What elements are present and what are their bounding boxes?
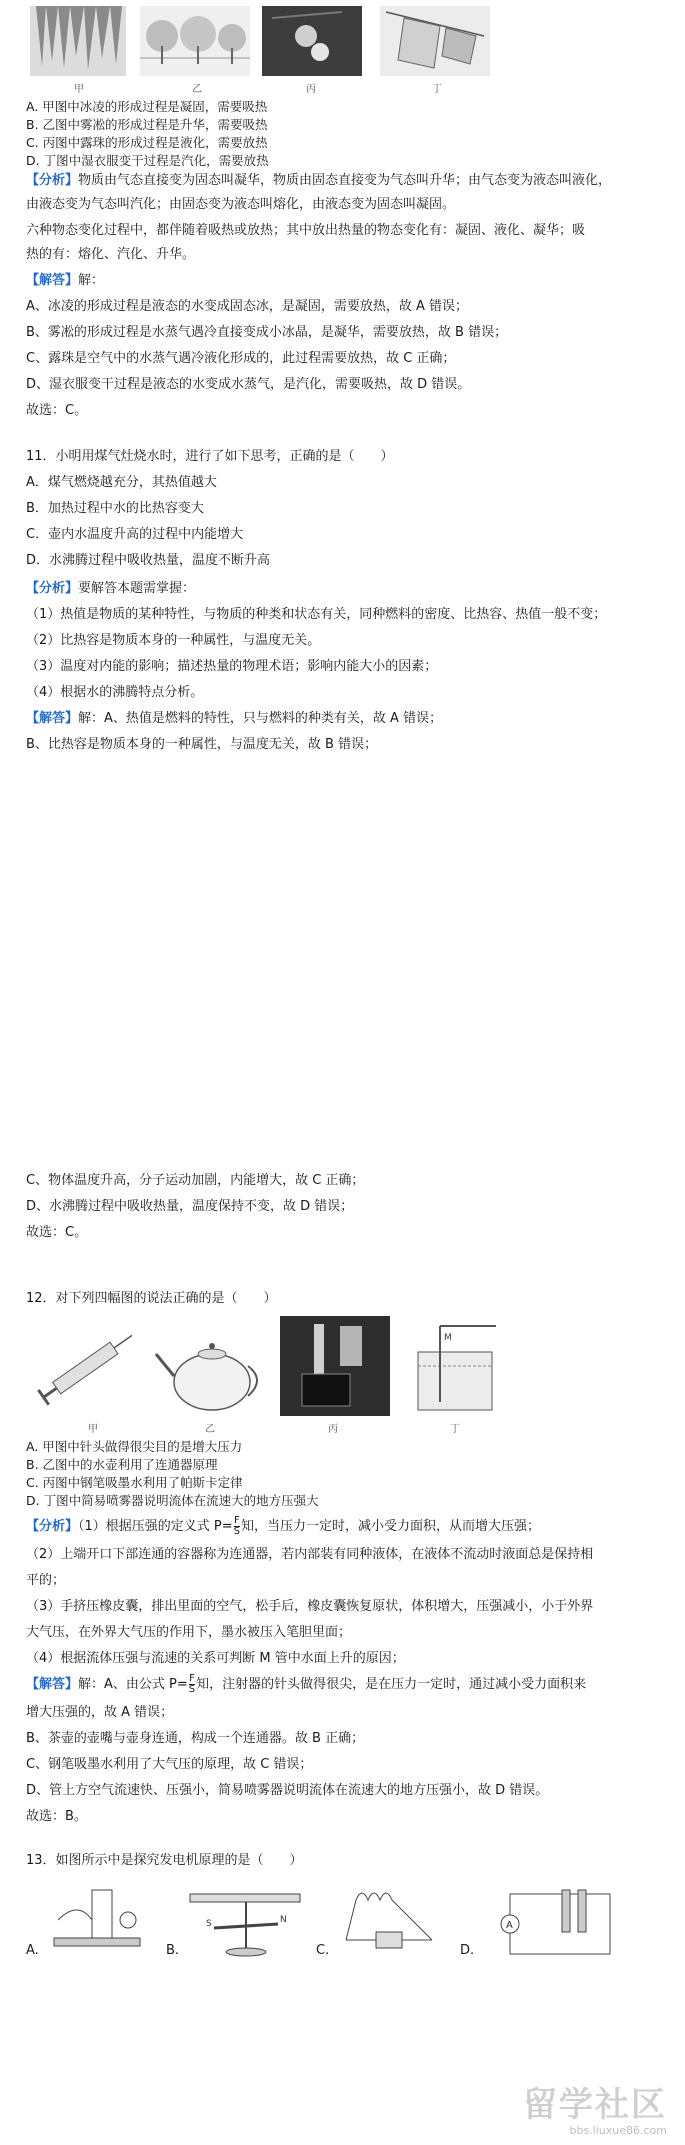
watermark-url: bbs.liuxue86.com: [569, 2124, 667, 2137]
q11-stem: 11．小明用煤气灶烧水时，进行了如下思考，正确的是（ ）: [26, 449, 394, 464]
q11-solution-c: C、物体温度升高，分子运动加剧，内能增大，故 C 正确；: [26, 1173, 365, 1188]
q10-solution-d: D、湿衣服变干过程是液态的水变成水蒸气，是汽化，需要吸热，故 D 错误。: [26, 377, 471, 392]
dewdrop-icon: [262, 6, 362, 76]
q11-answer: 故选：C。: [26, 1225, 88, 1240]
figure-label-yi: 乙: [192, 84, 202, 95]
analysis-tag: 【分析】: [26, 1519, 79, 1534]
q12-analysis-3: （3）手挤压橡皮囊，排出里面的空气，松手后，橡皮囊恢复原状，体积增大，压强减小，小于外界: [26, 1599, 594, 1614]
q13-option-label-d: D.: [460, 1943, 475, 1958]
q12-analysis-4: （4）根据流体压强与流速的关系可判断 M 管中水面上升的原因；: [26, 1651, 405, 1666]
sprayer-icon: [400, 1316, 510, 1416]
q12-analysis-1: 【分析】（1）根据压强的定义式 P= $\frac{F}{S}$ 知，当压力一定时，减小受力面积，从而增大压强；: [26, 1515, 541, 1537]
q11-option-b: B．加热过程中水的比热容变大: [26, 501, 204, 516]
solution-tag: 【解答】: [26, 1677, 79, 1692]
analysis-tag: 【分析】: [26, 173, 79, 188]
q12-option-c: C. 丙图中钢笔吸墨水利用了帕斯卡定律: [26, 1475, 243, 1490]
q11-analysis-1: （1）热值是物质的某种特性，与物质的种类和状态有关，同种燃料的密度、比热容、热值一般不变；: [26, 607, 607, 622]
figure-label-jia: 甲: [74, 84, 84, 95]
q10-solution-c: C、露珠是空气中的水蒸气遇冷液化形成的，此过程需要放热，故 C 正确；: [26, 351, 456, 366]
generator-apparatus-icon: [48, 1880, 148, 1970]
q11-analysis-4: （4）根据水的沸腾特点分析。: [26, 685, 204, 700]
q11-analysis-2: （2）比热容是物质本身的一种属性，与温度无关。: [26, 633, 321, 648]
q12-option-a: A. 甲图中针头做得很尖目的是增大压力: [26, 1439, 243, 1454]
q11-option-c: C．壶内水温度升高的过程中内能增大: [26, 527, 244, 542]
pen-ink-icon: [280, 1316, 390, 1416]
figure-yi-teapot: [150, 1320, 270, 1416]
q13-option-label-c: C.: [316, 1943, 330, 1958]
q12-solution-d: D、管上方空气流速快、压强小，简易喷雾器说明流体在流速大的地方压强小，故 D 错误。: [26, 1783, 549, 1798]
site-watermark: [523, 2086, 667, 2137]
q12-option-b: B. 乙图中的水壶利用了连通器原理: [26, 1457, 218, 1472]
pressure-fraction: $\frac{F}{S}$: [188, 1673, 196, 1695]
q11-option-a: A．煤气燃烧越充分，其热值越大: [26, 475, 217, 490]
q10-analysis-2: 由液态变为气态叫汽化；由固态变为液态叫熔化，由液态变为固态叫凝固。: [26, 197, 456, 212]
figure-yi-rime-trees: [140, 6, 250, 76]
q10-solution-head: 【解答】解：: [26, 273, 105, 288]
q13-option-label-b: B.: [166, 1943, 180, 1958]
figure-label-ding: 丁: [450, 1424, 460, 1435]
q12-solution-a: 【解答】解：A、由公式 P= $\frac{F}{S}$ 知，注射器的针头做得很尖，是在压力一定时，通过减小受力面积来: [26, 1673, 587, 1695]
q12-analysis-2: （2）上端开口下部连通的容器称为连通器，若内部装有同种液体，在液体不流动时液面总是保持相: [26, 1547, 594, 1562]
wire-magnet-icon: [186, 1884, 306, 1968]
figure-bing-dew: [262, 6, 362, 76]
q13-figure-b: [186, 1884, 306, 1968]
q11-solution-d: D、水沸腾过程中吸收热量，温度保持不变，故 D 错误；: [26, 1199, 354, 1214]
figure-jia-syringe: [30, 1316, 150, 1416]
figure-label-bing: 丙: [328, 1424, 338, 1435]
svg-text:N: N: [280, 1915, 287, 1925]
icicles-icon: [30, 6, 126, 76]
q12-analysis-2b: 平的；: [26, 1573, 66, 1588]
q12-stem: 12．对下列四幅图的说法正确的是（ ）: [26, 1291, 277, 1306]
q12-solution-b: B、茶壶的壶嘴与壶身连通，构成一个连通器。故 B 正确；: [26, 1731, 365, 1746]
figure-label-ding: 丁: [432, 84, 442, 95]
q12-analysis-3b: 大气压，在外界大气压的作用下，墨水被压入笔胆里面；: [26, 1625, 352, 1640]
q12-answer: 故选：B。: [26, 1809, 87, 1824]
svg-text:A: A: [506, 1920, 513, 1931]
solution-tag: 【解答】: [26, 273, 79, 288]
figure-bing-pen: [280, 1316, 390, 1416]
pressure-fraction: $\frac{F}{S}$: [233, 1515, 241, 1537]
drying-clothes-icon: [380, 6, 490, 76]
teapot-icon: [150, 1320, 270, 1416]
figure-ding-sprayer: [400, 1316, 510, 1416]
q11-analysis-head: 【分析】要解答本题需掌握：: [26, 581, 196, 596]
svg-text:M: M: [444, 1333, 452, 1343]
q10-option-a: A. 甲图中冰凌的形成过程是凝固，需要吸热: [26, 99, 268, 114]
q10-analysis-3: 六种物态变化过程中，都伴随着吸热或放热；其中放出热量的物态变化有：凝固、液化、凝华；吸: [26, 223, 586, 238]
syringe-icon: [30, 1316, 150, 1416]
coil-circuit-icon: [336, 1880, 446, 1970]
q12-solution-c: C、钢笔吸墨水利用了大气压的原理，故 C 错误；: [26, 1757, 313, 1772]
q10-analysis-1: 【分析】物质由气态直接变为固态叫凝华，物质由固态直接变为气态叫升华；由气态变为液态叫液化，: [26, 173, 612, 188]
q10-answer: 故选：C。: [26, 403, 88, 418]
figure-ding-clothes: [380, 6, 490, 76]
q11-analysis-3: （3）温度对内能的影响；描述热量的物理术语；影响内能大小的因素；: [26, 659, 438, 674]
q10-option-d: D. 丁图中湿衣服变干过程是汽化，需要放热: [26, 153, 269, 168]
q13-stem: 13．如图所示中是探究发电机原理的是（ ）: [26, 1853, 303, 1868]
q10-solution-a: A、冰凌的形成过程是液态的水变成固态冰，是凝固，需要放热，故 A 错误；: [26, 299, 469, 314]
q10-option-b: B. 乙图中雾凇的形成过程是升华，需要吸热: [26, 117, 268, 132]
figure-label-yi: 乙: [205, 1424, 215, 1435]
q10-solution-b: B、雾凇的形成过程是水蒸气遇冷直接变成小冰晶，是凝华，需要放热，故 B 错误；: [26, 325, 508, 340]
q10-analysis-4: 热的有：熔化、汽化、升华。: [26, 247, 196, 262]
q13-figure-d: [480, 1880, 630, 1970]
q10-option-c: C. 丙图中露珠的形成过程是液化，需要放热: [26, 135, 268, 150]
analysis-tag: 【分析】: [26, 581, 79, 596]
rime-trees-icon: [140, 6, 250, 76]
q12-option-d: D. 丁图中简易喷雾器说明流体在流速大的地方压强大: [26, 1493, 319, 1508]
q13-figure-a: [48, 1880, 148, 1970]
ammeter-circuit-icon: [480, 1880, 630, 1970]
q12-solution-a3: 增大压强的，故 A 错误；: [26, 1705, 174, 1720]
solution-tag: 【解答】: [26, 711, 79, 726]
q13-option-label-a: A.: [26, 1943, 39, 1958]
figure-label-bing: 丙: [306, 84, 316, 95]
figure-label-jia: 甲: [88, 1424, 98, 1435]
figure-jia-icicles: [30, 6, 126, 76]
q11-option-d: D．水沸腾过程中吸收热量，温度不断升高: [26, 553, 271, 568]
q13-figure-c: [336, 1880, 446, 1970]
q11-solution-b: B、比热容是物质本身的一种属性，与温度无关，故 B 错误；: [26, 737, 378, 752]
watermark-logo: 留学社区: [523, 2085, 667, 2125]
q11-solution-a: 【解答】解：A、热值是燃料的特性，只与燃料的种类有关，故 A 错误；: [26, 711, 443, 726]
svg-text:S: S: [206, 1919, 212, 1929]
